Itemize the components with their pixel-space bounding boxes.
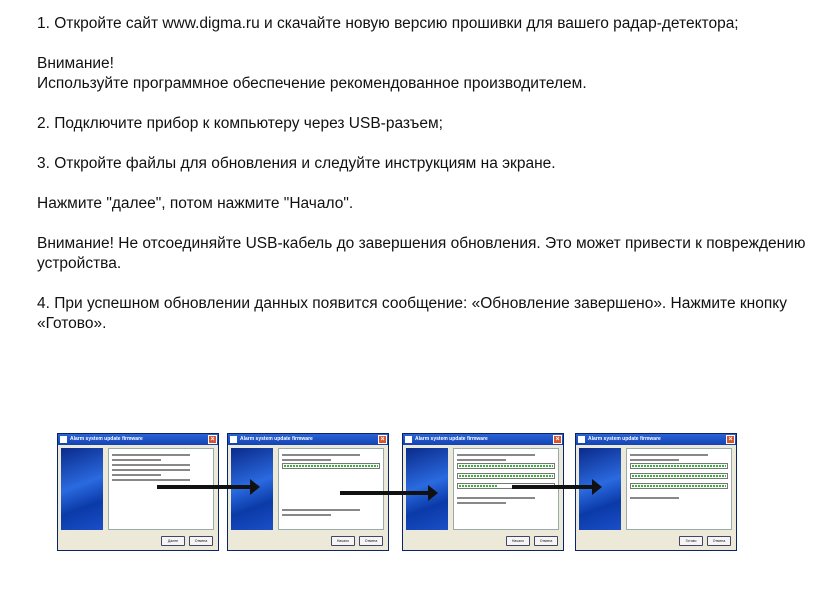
window-title: Alarm system update firmware	[415, 436, 488, 442]
press-instruction: Нажмите "далее", потом нажмите "Начало".	[37, 195, 354, 212]
next-button[interactable]: Далее	[161, 536, 185, 546]
window-titlebar	[576, 434, 736, 445]
updater-window-1	[57, 433, 219, 551]
app-icon	[60, 436, 67, 443]
window-title: Alarm system update firmware	[588, 436, 661, 442]
progress-bar-3	[630, 483, 728, 489]
cancel-button[interactable]: Отмена	[707, 536, 731, 546]
screenshots-strip	[57, 433, 757, 553]
window-titlebar	[228, 434, 388, 445]
arrow-icon	[512, 485, 594, 489]
step-1: 1. Откройте сайт www.digma.ru и скачайте новую версию прошивки для вашего радар-детектора;	[37, 15, 739, 32]
close-icon[interactable]: ×	[208, 435, 217, 444]
progress-bar-1	[457, 463, 555, 469]
start-button[interactable]: Начало	[331, 536, 355, 546]
window-title: Alarm system update firmware	[240, 436, 313, 442]
step-3: 3. Откройте файлы для обновления и следуйте инструкциям на экране.	[37, 155, 556, 172]
arrow-icon	[340, 491, 430, 495]
progress-bar-2	[457, 473, 555, 479]
app-icon	[405, 436, 412, 443]
info-panel	[626, 448, 732, 530]
window-titlebar	[58, 434, 218, 445]
step-4: 4. При успешном обновлении данных появится сообщение: «Обновление завершено». Нажмите кнопку «Готово».	[37, 295, 787, 332]
close-icon[interactable]: ×	[726, 435, 735, 444]
close-icon[interactable]: ×	[378, 435, 387, 444]
instructions	[37, 14, 827, 334]
step-2: 2. Подключите прибор к компьютеру через USB-разъем;	[37, 115, 443, 132]
warning-text: Используйте программное обеспечение рекомендованное производителем.	[37, 75, 587, 92]
side-graphic	[61, 448, 103, 530]
cancel-button[interactable]: Отмена	[359, 536, 383, 546]
progress-bar-2	[630, 473, 728, 479]
info-panel	[278, 448, 384, 530]
window-titlebar	[403, 434, 563, 445]
cancel-button[interactable]: Отмена	[189, 536, 213, 546]
info-panel	[453, 448, 559, 530]
cancel-button[interactable]: Отмена	[534, 536, 558, 546]
start-button[interactable]: Начало	[506, 536, 530, 546]
progress-bar	[282, 463, 380, 469]
done-button[interactable]: Готово	[679, 536, 703, 546]
app-icon	[230, 436, 237, 443]
info-panel	[108, 448, 214, 530]
window-title: Alarm system update firmware	[70, 436, 143, 442]
arrow-icon	[157, 485, 252, 489]
progress-bar-1	[630, 463, 728, 469]
side-graphic	[406, 448, 448, 530]
app-icon	[578, 436, 585, 443]
warning-title: Внимание!	[37, 55, 114, 72]
warning-2: Внимание! Не отсоединяйте USB-кабель до завершения обновления. Это может привести к повреждению устройства.	[37, 235, 806, 272]
close-icon[interactable]: ×	[553, 435, 562, 444]
